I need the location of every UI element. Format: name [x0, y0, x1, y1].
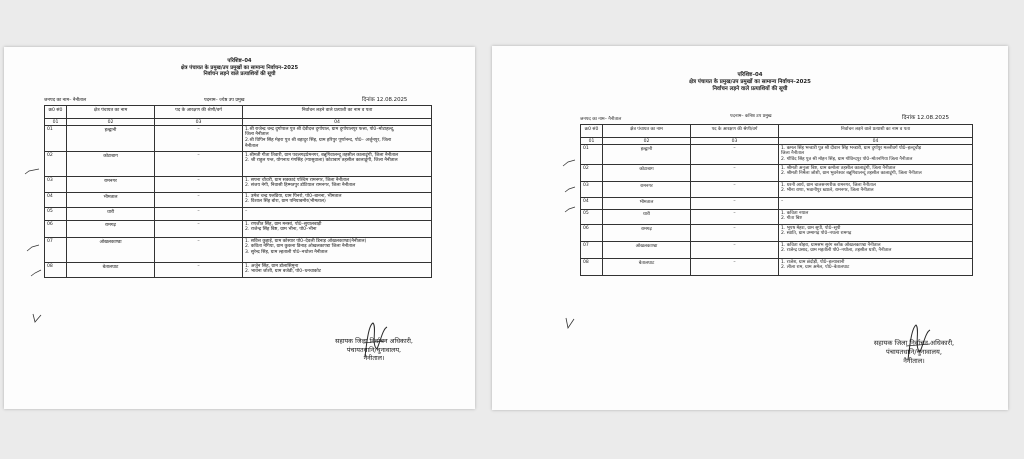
table-row	[45, 263, 432, 278]
row-candidates	[243, 238, 432, 263]
candidate-entry: –	[781, 198, 784, 204]
row-block-name: धारी	[603, 210, 691, 225]
row-reservation: –	[691, 145, 779, 165]
annexure-label: परिशिष्ट–04	[737, 72, 763, 78]
check-mark-icon	[24, 168, 40, 178]
candidate-entry: 1. भूपष मेहरा, ग्राम सूपी, पो0–सूपी	[781, 225, 841, 231]
table-row	[581, 210, 973, 225]
row-candidates	[779, 259, 973, 276]
row-sno: 01	[45, 126, 67, 152]
row-candidates	[243, 263, 432, 278]
table-header-row	[581, 125, 973, 138]
candidate-entry: 2. संजय नेगी, निवासी हिम्मतपुर डोटियाल रामनगर, जिला नैनीताल	[245, 183, 356, 189]
candidate-entry: 1. सपना चौधरी, ग्राम सक्कादं पश्चिम रामनगर, जिला नैनीताल	[245, 177, 350, 183]
post-name: पदनाम– ज्येष्ठ उप प्रमुख	[204, 98, 245, 103]
table-row	[45, 238, 432, 263]
column-number: 02	[67, 119, 155, 126]
table-row	[45, 208, 432, 221]
candidates-table-body	[45, 106, 432, 278]
row-block-name: रामगढ़	[67, 221, 155, 238]
candidate-entry: 1.श्री राजेन्द्र चन्द्र दुर्गापाल पुत्र श्री देवीदत्त दुर्गापाल, ग्राम दुर्गापालपुर फत्ता, पो0–मोटाहल्दू,	[245, 126, 395, 132]
row-sno: 07	[45, 238, 67, 263]
row-sno: 05	[45, 208, 67, 221]
column-header-reservation: पद के आरक्षण की श्रेणी/वर्ग	[155, 106, 243, 119]
column-number: 03	[691, 138, 779, 145]
row-reservation: –	[155, 126, 243, 152]
check-mark-icon	[564, 206, 576, 216]
table-row	[581, 182, 973, 198]
candidate-entry: जिला नैनीताल	[781, 151, 805, 157]
column-header-candidates: निर्वाचन लड़ने वाले प्रत्याशी का नाम व पता	[779, 125, 973, 138]
table-row	[581, 225, 973, 242]
row-sno: 06	[45, 221, 67, 238]
document-header	[4, 58, 475, 78]
row-block-name: रामनगर	[67, 177, 155, 193]
document-date: दिनांक 12.08.2025	[902, 115, 950, 121]
row-candidates	[243, 208, 432, 221]
column-number: 04	[243, 119, 432, 126]
row-block-name: ओखलकाण्डा	[603, 242, 691, 259]
election-title: क्षेत्र पंचायत के प्रमुख/उप प्रमुखों का सामान्य निर्वाचन–2025	[689, 78, 811, 85]
column-header-reservation: पद के आरक्षण की श्रेणी/वर्ग	[691, 125, 779, 138]
candidate-entry: नैनीताल	[245, 144, 259, 150]
candidates-table-body	[581, 125, 973, 276]
table-row	[581, 145, 973, 165]
candidate-entry: 2. स्वाति, ग्राम उम्मागढ़ पो0–नथला रामगढ़	[781, 231, 852, 237]
row-block-name: रामगढ़	[603, 225, 691, 242]
row-candidates	[243, 177, 432, 193]
candidate-entry: 1. कविता नयाल	[781, 210, 809, 216]
row-block-name: भीमताल	[603, 198, 691, 210]
table-header-row	[45, 106, 432, 119]
column-header-sno: क्र0 सं0	[45, 106, 67, 119]
table-row	[581, 259, 973, 276]
candidate-entry: 1. उमेश चन्द्र फ्लडिया, ग्राम पिनरो, पो0–बानना, भीमताल	[245, 193, 342, 199]
candidate-entry: 1. राजेश, ग्राम छंदोड़ी, पो0–हल्याबानी	[781, 259, 845, 265]
row-candidates	[779, 198, 973, 210]
row-block-name: हल्द्वानी	[67, 126, 155, 152]
candidate-entry: 1. अर्जुन सिंह, ग्राम डोलासिमुना	[245, 263, 299, 269]
row-reservation: –	[155, 152, 243, 177]
row-candidates	[779, 182, 973, 198]
row-sno: 03	[45, 177, 67, 193]
column-number-row	[581, 138, 973, 145]
candidate-entry: 2. लीला राम, ग्राम अमेल, पो0–बेतालघाट	[781, 265, 850, 271]
column-header-sno: क्र0 सं0	[581, 125, 603, 138]
row-sno: 03	[581, 182, 603, 198]
candidate-entry: 1. श्रीमती अनुजा बिष्ट, ग्राम कमोला तहसील कालाढूंगी, जिला नैनीताल	[781, 165, 896, 171]
candidate-entry: 2. गीता बिष्ट	[781, 216, 802, 222]
row-reservation: –	[155, 221, 243, 238]
check-mark-icon	[30, 269, 42, 279]
row-block-name: भीमताल	[67, 193, 155, 208]
candidates-table	[580, 124, 973, 276]
candidate-entry: 1. कविता बोहरा, ग्रामसभ सुरंग ब्लॉक ओखलकाण्डा नैनीताल	[781, 242, 881, 248]
row-candidates	[779, 242, 973, 259]
row-reservation: –	[691, 210, 779, 225]
row-sno: 02	[45, 152, 67, 177]
election-title: क्षेत्र पंचायत के प्रमुख/उप प्रमुखों का सामान्य निर्वाचन–2025	[180, 64, 299, 71]
signatory-designation: सहायक जिला निर्वाचन अधिकारी,	[335, 337, 413, 345]
column-number: 03	[155, 119, 243, 126]
column-number-row	[45, 119, 432, 126]
candidate-entry: 1. रणजीत सिंह, ग्राम मनसां, पो0–सुयालबाड़ी	[245, 221, 322, 227]
table-row	[581, 242, 973, 259]
signatory-designation: सहायक जिला निर्वाचन अधिकारी,	[873, 339, 955, 347]
row-candidates	[243, 126, 432, 152]
row-block-name: धारी	[67, 208, 155, 221]
row-candidates	[243, 221, 432, 238]
district-name: जनपद का नाम– नैनीताल	[580, 117, 622, 122]
row-block-name: कोटाबाग	[67, 152, 155, 177]
candidate-entry: 2. विशाल सिंह बोरा, ग्राम पनियाबमौर(भीमताल)	[245, 199, 326, 205]
candidate-entry: 1. कमल सिंह भन्डारी पुत्र श्री दीवान सिंह भन्डारी, ग्राम दुर्गापुर मल्लीवर्ग पो0–हल्दूचौड़	[781, 145, 922, 151]
row-reservation: –	[155, 263, 243, 278]
check-mark-icon	[31, 312, 43, 324]
candidate-entry: 2. गोविंद सिंह पुत्र श्री मोहन सिंह, ग्राम गोविन्दपुर पो0–मोतनगिया जिला नैनीताल	[781, 157, 913, 163]
row-sno: 08	[45, 263, 67, 278]
document-header	[492, 72, 1008, 92]
row-sno: 06	[581, 225, 603, 242]
row-reservation: –	[155, 177, 243, 193]
candidate-entry: –	[245, 208, 248, 214]
row-candidates	[779, 165, 973, 182]
candidate-entry: 1. धरनी आर्य, ग्राम चालसनगरीक रामनगर, जिला नैनीताल	[781, 182, 876, 188]
list-title: निर्वाचन लड़ने वाले प्रत्याशियों की सूची	[203, 71, 276, 77]
row-reservation: –	[155, 238, 243, 263]
candidate-entry: जिला नैनीताल	[245, 132, 269, 138]
list-title: निर्वाचन लड़ने वाले प्रत्याशियों की सूची	[712, 85, 788, 92]
table-row	[45, 152, 432, 177]
column-header-block: क्षेत्र पंचायत का नाम	[67, 106, 155, 119]
candidate-entry: 2. राजेन्द्र प्रसाद, ग्राम महतोली पो0–नथोला, तहसील धारी, नैनीताल	[781, 248, 892, 254]
signatory-block	[844, 339, 984, 366]
candidate-entry: 2. भीना राणा, भवानीपुर ख्याले, रामनगर, जिला नैनीताल	[781, 188, 874, 194]
candidate-entry: 2. राजेन्द्र सिंह बिष्ट, ग्राम भीना, पो0–भीना	[245, 227, 317, 233]
table-row	[45, 177, 432, 193]
check-mark-icon	[564, 316, 576, 330]
document-date: दिनांक 12.08.2025	[362, 97, 408, 103]
row-candidates	[243, 193, 432, 208]
row-sno: 04	[581, 198, 603, 210]
row-block-name: बेतालघाट	[67, 263, 155, 278]
check-mark-icon	[26, 244, 40, 254]
table-row	[581, 165, 973, 182]
row-sno: 02	[581, 165, 603, 182]
table-row	[581, 198, 973, 210]
row-candidates	[779, 210, 973, 225]
column-header-block: क्षेत्र पंचायत का नाम	[603, 125, 691, 138]
column-number: 04	[779, 138, 973, 145]
row-block-name: बेतालघाट	[603, 259, 691, 276]
candidate-entry: 2.श्री विपिन सिंह मेहरा पुत्र श्री बहादुर सिंह, ग्राम हरिपुर पूर्णानन्द, पो0– अर्जुनपुर, जिला	[245, 138, 392, 144]
row-reservation: –	[691, 225, 779, 242]
candidate-entry: 2. श्रीमती निर्मला जोशी, ग्राम भुवनेश्वर बन्नूगिवालन्दू तहसील कालाढूंगी, जिला नैनीताल	[781, 171, 922, 177]
candidate-entry: 2. भावना जोशी, ग्राम बजेडी, पो0–धनचाकोट	[245, 269, 321, 275]
document-page-left	[4, 47, 475, 409]
candidates-table	[44, 105, 432, 278]
candidate-entry: 2. कविता नेगिया, ग्राम कुकना डिनाड़ ओखलकाण्डा जिला नैनीताल	[245, 244, 356, 250]
table-row	[45, 221, 432, 238]
table-row	[45, 193, 432, 208]
document-page-right	[492, 46, 1008, 410]
row-candidates	[243, 152, 432, 177]
signatory-office: पंचायतधानि/चुनावालय,	[346, 345, 402, 354]
signatory-office: पंचायतधानि/चुनावालय,	[886, 347, 942, 356]
row-sno: 05	[581, 210, 603, 225]
candidate-entry: 1. सवित्त कुहाई, ग्राम कोस्यार पो0–देवली डिनाड़ ओखलकाण्डा(नैनीताल)	[245, 238, 367, 244]
row-sno: 08	[581, 259, 603, 276]
district-name: जनपद का नाम– नैनीताल	[44, 98, 87, 103]
row-reservation: –	[691, 165, 779, 182]
column-header-candidates: निर्वाचन लड़ने वाले प्रत्याशी का नाम व पता	[243, 106, 432, 119]
row-sno: 04	[45, 193, 67, 208]
post-name: पदनाम– कनिष्ठ उप प्रमुख	[730, 114, 772, 119]
signatory-place: नैनीताल।	[363, 354, 385, 363]
row-reservation: –	[691, 182, 779, 198]
candidate-entry: 2. श्री राहुल पन्त, योगनाथ गंगसिंह (ग्यासुवाला) कोटाबाग तहसील कालाढूंगी, जिला नैनीताल	[245, 158, 398, 164]
table-row	[45, 126, 432, 152]
row-reservation: –	[691, 198, 779, 210]
check-mark-icon	[564, 186, 576, 196]
row-block-name: हल्द्वानी	[603, 145, 691, 165]
row-reservation: –	[691, 259, 779, 276]
row-reservation: –	[155, 193, 243, 208]
row-sno: 01	[581, 145, 603, 165]
check-mark-icon	[562, 159, 576, 169]
signatory-block	[309, 337, 439, 363]
column-number: 01	[45, 119, 67, 126]
row-sno: 07	[581, 242, 603, 259]
row-reservation: –	[691, 242, 779, 259]
row-block-name: ओखलकाण्डा	[67, 238, 155, 263]
row-block-name: रामनगर	[603, 182, 691, 198]
column-number: 01	[581, 138, 603, 145]
candidate-entry: 1.श्रीमती गीता तिवारी, ग्राम पवलगढ़प्रेमनगर, बन्नूगिवालन्दू तहसील कालाढूंगी, जिला नैनीताल	[245, 152, 399, 158]
row-reservation: –	[155, 208, 243, 221]
signatory-place: नैनीताल।	[903, 356, 925, 365]
row-candidates	[779, 225, 973, 242]
candidate-entry: 3. सुरेन्द्र सिंह, ग्राम ल्हताली पो0–नथोला नैनीताल	[245, 250, 328, 256]
row-candidates	[779, 145, 973, 165]
annexure-label: परिशिष्ट–04	[227, 58, 252, 64]
row-block-name: कोटाबाग	[603, 165, 691, 182]
column-number: 02	[603, 138, 691, 145]
